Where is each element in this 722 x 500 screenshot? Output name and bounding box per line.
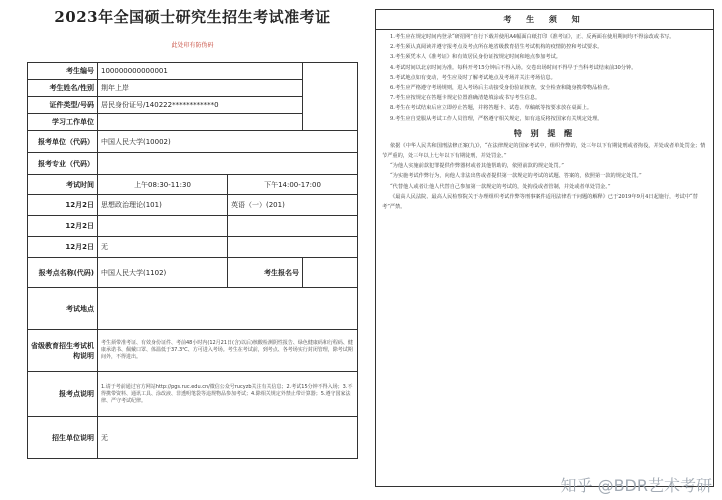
- notice-heading: 考 生 须 知: [503, 15, 586, 24]
- notice-paragraph: 2.考生须认真阅读并遵守报考点及考点所在地省级教育招生考试机构的疫情防控和考试要求。: [390, 44, 603, 51]
- site-name-label: 报考点名称(代码): [28, 258, 98, 288]
- row-exam-place: [28, 288, 358, 330]
- anti-counterfeit-note: 此处印有防伪码: [171, 42, 214, 49]
- admission-card-table: [27, 62, 358, 459]
- notice-paragraph: 9.考生应自觉服从考试工作人员管理，严格遵守相关规定，如有违反将按国家有关规定处理。: [390, 115, 603, 122]
- major-label: 报考专业（代码）: [28, 153, 98, 175]
- id-type-label: 证件类型/号码: [28, 97, 98, 114]
- work-unit-value: [98, 114, 303, 131]
- special-paragraph: “为实施考试作弊行为，向他人非法出售或者提供第一款规定的考试的试题、答案的，依照第一款的规定处罚。”: [390, 173, 642, 180]
- schedule-pm: [228, 237, 358, 258]
- schedule-row: [28, 216, 358, 237]
- notice-paragraph: 4.考试时间以北京时间为准。每科开考15分钟后不得入场。交卷出场时间不得早于当科考试结束前30分钟。: [390, 64, 637, 71]
- special-paragraph: 《最高人民法院、最高人民检察院关于办理组织考试作弊等刑事案件适用法律若干问题的解释》已于2019年9月4日起施行，考试中“替考”严禁。: [382, 193, 698, 211]
- notice-paragraph: 1.考生应在规定时间内登录“研招网”自行下载并使用A4幅面白纸打印《准考证》，正、反两面在使用期间均不得涂改或书写。: [390, 34, 675, 40]
- exam-place-value: [98, 288, 358, 330]
- apply-unit-value: 中国人民大学(10002): [98, 131, 358, 153]
- special-paragraph: “为他人实施前款犯罪提供作弊器材或者其他帮助的，依照前款的规定处罚。”: [390, 163, 564, 170]
- schedule-am: 无: [98, 237, 228, 258]
- time-pm: 下午14:00-17:00: [228, 175, 358, 195]
- row-major: [28, 153, 358, 175]
- time-label: 考试时间: [28, 175, 98, 195]
- id-type-value: 居民身份证号/140222************0: [98, 97, 303, 114]
- divider: [376, 29, 713, 30]
- special-reminder-heading: 特 别 提 醒: [513, 128, 576, 138]
- row-apply-unit: [28, 131, 358, 153]
- schedule-date: 12月2日: [28, 195, 98, 216]
- work-unit-label: 学习工作单位: [28, 114, 98, 131]
- notice-paragraph: 6.考生应严格遵守考场规则，进入考场后主动接受身份验证核查，安全检查和随身携带物品检查。: [390, 85, 613, 92]
- time-am: 上午08:30-11:30: [98, 175, 228, 195]
- name-value: 荆年上岸: [98, 80, 303, 97]
- name-label: 考生姓名/性别: [28, 80, 98, 97]
- photo-area: [303, 63, 358, 131]
- notice-paragraph: 8.考生在考试结束后应立即停止答题，并将答题卡、试卷、草稿纸等按要求放在桌面上。: [390, 105, 593, 112]
- row-site-name: [28, 258, 358, 288]
- site-note-text: 1.请于考前通过官方网站http://pgs.ruc.edu.cn/微信公众号rucyzb关注有关信息；2.考试15分钟不得入场；3.不得携带资料、通讯工具、涂改液、非透明笔袋等违规物品参加考试；4.除相关规定外禁止带计算器；5.遵守国家法律、严守考试纪律。: [98, 372, 358, 417]
- exam-id-value: 100000000000001: [98, 63, 303, 80]
- schedule-am: [98, 216, 228, 237]
- row-exam-id: [28, 63, 358, 80]
- watermark: 知乎 @BDR艺术考研: [560, 476, 712, 495]
- notice-paragraph: 7.考生应按规定在答题卡规定位置准确清楚填涂或书写考生信息。: [390, 95, 541, 102]
- province-label: 省级教育招生考试机构说明: [28, 330, 98, 372]
- row-time: [28, 175, 358, 195]
- row-province-note: [28, 330, 358, 372]
- site-note-label: 报考点说明: [28, 372, 98, 417]
- row-site-note: [28, 372, 358, 417]
- apply-unit-label: 报考单位（代码）: [28, 131, 98, 153]
- unit-note-label: 招生单位说明: [28, 417, 98, 459]
- exam-place-label: 考试地点: [28, 288, 98, 330]
- schedule-date: 12月2日: [28, 237, 98, 258]
- schedule-am: 思想政治理论(101): [98, 195, 228, 216]
- province-text: 考生须带准考证、有效身份证件、考前48小时内(12月21日(含)以后)核酸检测阴性报告、绿色健康码和行程码、健康承诺书、佩戴口罩、体温低于37.3℃、方可进入考场。考生在考试前，到考点、各考场实行封闭管理，除考试期间外，不得进出。: [98, 330, 358, 372]
- exam-id-label: 考生编号: [28, 63, 98, 80]
- row-unit-note: [28, 417, 358, 459]
- site-name-value: 中国人民大学(1102): [98, 258, 228, 288]
- schedule-date: 12月2日: [28, 216, 98, 237]
- seat-label: 考生报名号: [228, 258, 303, 288]
- notice-paragraph: 3.考生须凭本人《准考证》和有效居民身份证按规定时间和地点参加考试。: [390, 54, 561, 61]
- major-value: [98, 153, 358, 175]
- special-paragraph: “代替他人或者让他人代替自己参加第一款规定的考试的，处拘役或者管制，并处或者单处罚金。”: [390, 183, 611, 190]
- notice-panel: [375, 9, 714, 487]
- seat-value: [303, 258, 358, 288]
- notice-paragraph: 5.考试地点如有变动，考生应及时了解考试地点及考场并关注考场信息。: [390, 74, 556, 81]
- schedule-pm: 英语（一）(201): [228, 195, 358, 216]
- unit-note-text: 无: [98, 417, 358, 459]
- schedule-row: [28, 195, 358, 216]
- schedule-row: [28, 237, 358, 258]
- page-title: 2023年全国硕士研究生招生考试准考证: [54, 8, 331, 26]
- special-paragraph: 依据《中华人民共和国刑法修正案(九)》，“在法律规定的国家考试中，组织作弊的，处三年以下有期徒刑或者拘役，并处或者单处罚金；情节严重的，处三年以上七年以下有期徒刑，并处罚金。”: [382, 142, 706, 160]
- schedule-pm: [228, 216, 358, 237]
